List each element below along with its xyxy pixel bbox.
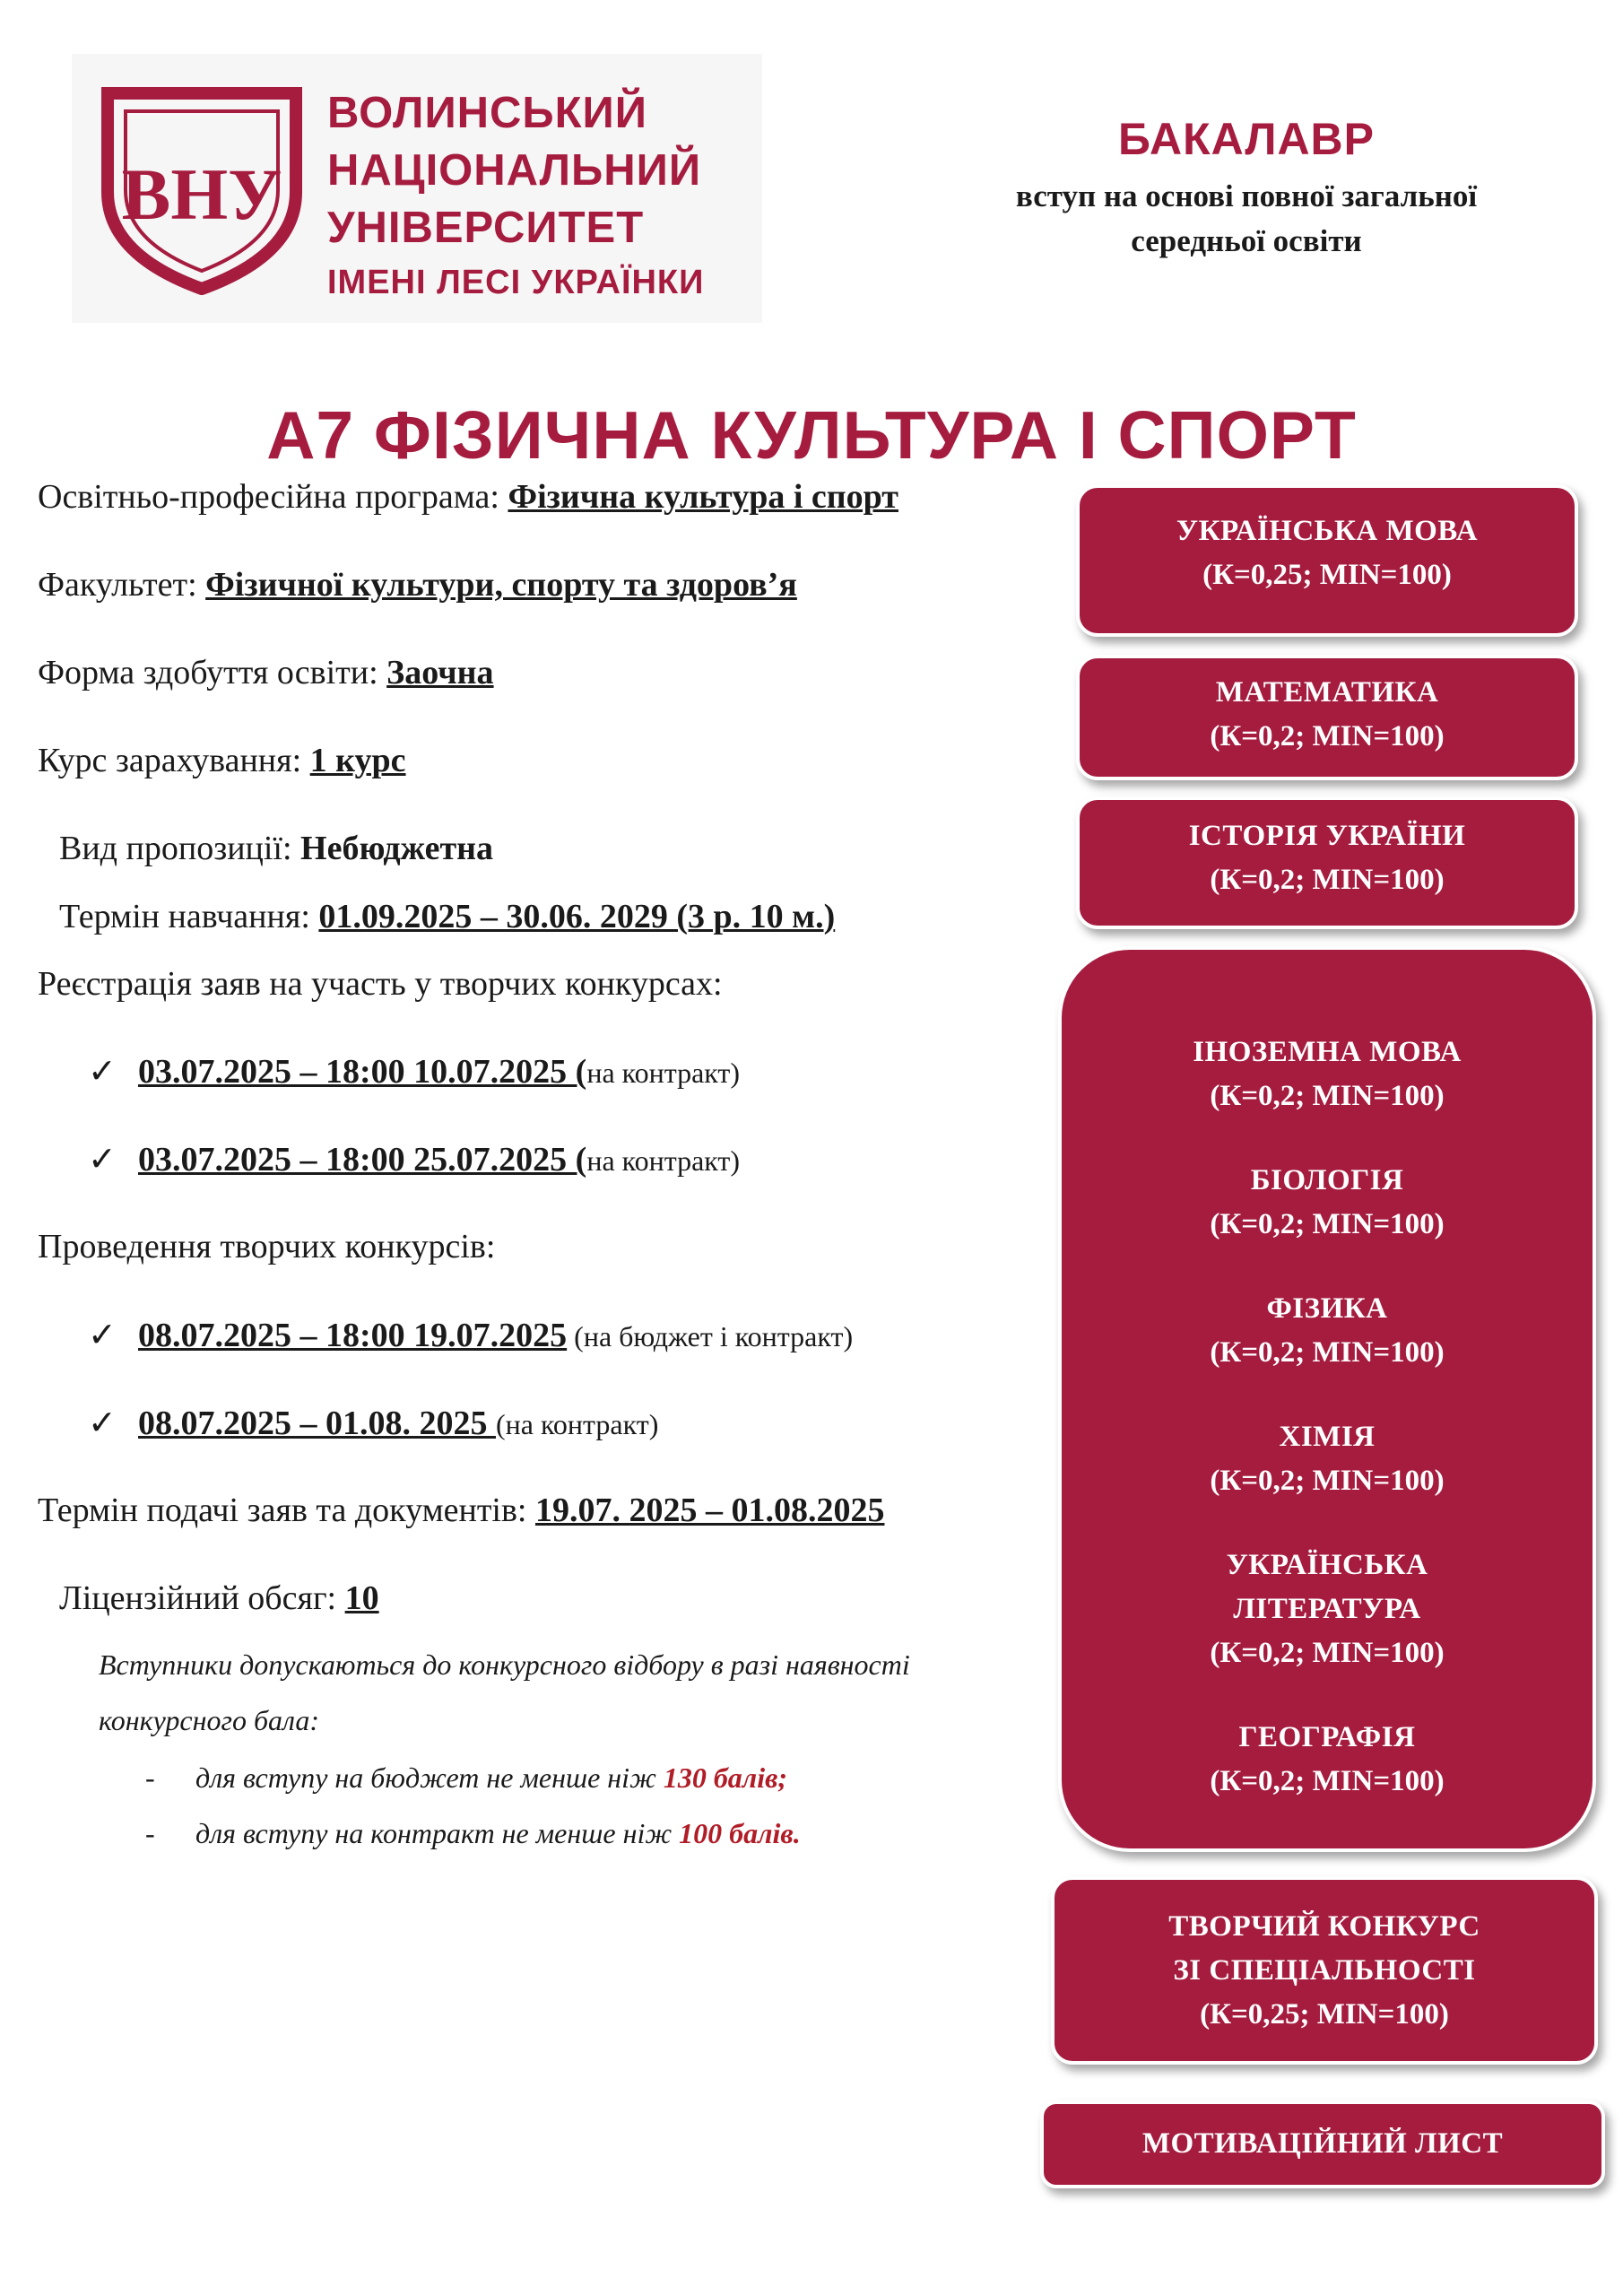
subject-biology bbox=[1062, 1159, 1593, 1247]
logo-line-2: НАЦІОНАЛЬНИЙ bbox=[327, 146, 702, 195]
degree-subtitle-1: вступ на основі повної загальної bbox=[1015, 178, 1478, 213]
degree-title: БАКАЛАВР bbox=[1117, 114, 1376, 164]
checkmark-icon: ✓ bbox=[88, 1053, 117, 1091]
registration-date-2-note: на контракт) bbox=[586, 1144, 741, 1177]
subject-coefficient: (К=0,2; MIN=100) bbox=[1210, 720, 1445, 752]
registration-date-1-note: на контракт) bbox=[586, 1057, 741, 1089]
form-value: Заочна bbox=[386, 654, 494, 691]
course-label: Курс зарахування: bbox=[38, 742, 310, 779]
contract-threshold bbox=[195, 1817, 801, 1850]
subject-ukrainian-literature bbox=[1062, 1544, 1593, 1675]
registration-date-2 bbox=[88, 1139, 740, 1179]
license-value: 10 bbox=[344, 1579, 379, 1617]
logo-line-4: ІМЕНІ ЛЕСІ УКРАЇНКИ bbox=[327, 264, 705, 301]
program-row bbox=[38, 477, 898, 517]
subject-history-ukraine bbox=[1076, 796, 1578, 929]
subject-name: ІСТОРІЯ УКРАЇНИ bbox=[1188, 820, 1466, 852]
offer-label: Вид пропозиції: bbox=[59, 830, 301, 867]
subject-name: ГЕОГРАФІЯ bbox=[1238, 1721, 1416, 1753]
submission-row bbox=[38, 1491, 885, 1530]
subject-coefficient: (К=0,2; MIN=100) bbox=[1210, 1336, 1445, 1369]
subject-coefficient: (К=0,25; MIN=100) bbox=[1200, 1998, 1449, 2031]
motivation-letter bbox=[1040, 2100, 1605, 2188]
degree-header bbox=[933, 113, 1560, 264]
creative-contest-line-2: ЗІ СПЕЦІАЛЬНОСТІ bbox=[1173, 1954, 1476, 1987]
subject-coefficient: (К=0,2; MIN=100) bbox=[1210, 864, 1445, 896]
subject-physics bbox=[1062, 1287, 1593, 1375]
contract-threshold-text: для вступу на контракт не менше ніж bbox=[195, 1817, 680, 1849]
specialty-title: А7 ФІЗИЧНА КУЛЬТУРА І СПОРТ bbox=[266, 397, 1357, 473]
subject-name: ХІМІЯ bbox=[1279, 1421, 1376, 1453]
subject-name-line-2: ЛІТЕРАТУРА bbox=[1233, 1593, 1421, 1625]
subject-name: МАТЕМАТИКА bbox=[1215, 676, 1439, 709]
subject-name: УКРАЇНСЬКА МОВА bbox=[1176, 515, 1479, 547]
subject-coefficient: (К=0,2; MIN=100) bbox=[1210, 1208, 1445, 1240]
elective-subjects-group bbox=[1058, 946, 1596, 1852]
course-value: 1 курс bbox=[309, 742, 406, 779]
subject-geography bbox=[1062, 1716, 1593, 1804]
university-logo bbox=[72, 54, 762, 323]
subject-chemistry bbox=[1062, 1415, 1593, 1503]
logo-monogram: ВНУ bbox=[121, 153, 282, 235]
license-row bbox=[59, 1578, 379, 1618]
submission-value: 19.07. 2025 – 01.08.2025 bbox=[535, 1492, 885, 1529]
contest-date-1-value: 08.07.2025 – 18:00 19.07.2025 bbox=[138, 1317, 568, 1354]
faculty-label: Факультет: bbox=[38, 566, 206, 604]
budget-threshold-value: 130 балів; bbox=[663, 1761, 788, 1794]
term-value: 01.09.2025 – 30.06. 2029 (3 р. 10 м.) bbox=[318, 898, 836, 935]
submission-label: Термін подачі заяв та документів: bbox=[38, 1492, 535, 1529]
subject-name: УКРАЇНСЬКА bbox=[1226, 1549, 1428, 1581]
subject-name: БІОЛОГІЯ bbox=[1250, 1164, 1404, 1196]
subject-name: ІНОЗЕМНА МОВА bbox=[1193, 1036, 1462, 1068]
subject-name: ФІЗИКА bbox=[1266, 1292, 1388, 1325]
registration-date-1-value: 03.07.2025 – 18:00 10.07.2025 ( bbox=[138, 1053, 587, 1091]
contest-date-1-note: (на бюджет і контракт) bbox=[567, 1320, 854, 1352]
logo-line-1: ВОЛИНСЬКИЙ bbox=[327, 89, 647, 137]
admission-note-line-2: конкурсного бала: bbox=[99, 1704, 320, 1736]
university-crest-icon bbox=[99, 84, 305, 295]
form-row bbox=[38, 653, 494, 692]
subject-creative-contest bbox=[1051, 1876, 1598, 2065]
budget-threshold-text: для вступу на бюджет не менше ніж bbox=[195, 1761, 664, 1794]
creative-contest-line-1: ТВОРЧИЙ КОНКУРС bbox=[1168, 1910, 1480, 1943]
faculty-value: Фізичної культури, спорту та здоров’я bbox=[205, 566, 797, 604]
subject-mathematics bbox=[1076, 655, 1578, 780]
contests-label: Проведення творчих конкурсів: bbox=[38, 1228, 496, 1265]
admission-note-line-1: Вступники допускаються до конкурсного відбору в разі наявності bbox=[99, 1648, 910, 1681]
program-value: Фізична культура і спорт bbox=[508, 478, 898, 516]
faculty-row bbox=[38, 565, 797, 604]
offer-value: Небюджетна bbox=[300, 830, 494, 867]
checkmark-icon: ✓ bbox=[88, 1317, 117, 1354]
budget-threshold bbox=[195, 1761, 787, 1795]
registration-date-1 bbox=[88, 1051, 740, 1091]
term-label: Термін навчання: bbox=[59, 898, 319, 935]
course-row bbox=[38, 741, 406, 780]
license-label: Ліцензійний обсяг: bbox=[59, 1579, 345, 1617]
form-label: Форма здобуття освіти: bbox=[38, 654, 387, 691]
contest-date-2 bbox=[88, 1403, 658, 1443]
subject-coefficient: (К=0,2; MIN=100) bbox=[1210, 1637, 1445, 1669]
registration-date-2-value: 03.07.2025 – 18:00 25.07.2025 ( bbox=[138, 1141, 587, 1178]
subject-foreign-language bbox=[1062, 1031, 1593, 1118]
contest-date-1 bbox=[88, 1315, 853, 1355]
contract-threshold-value: 100 балів. bbox=[679, 1817, 801, 1849]
contest-date-2-note: (на контракт) bbox=[496, 1408, 659, 1440]
contest-date-2-value: 08.07.2025 – 01.08. 2025 bbox=[138, 1405, 496, 1442]
program-label: Освітньо-професійна програма: bbox=[38, 478, 508, 516]
subject-coefficient: (К=0,2; MIN=100) bbox=[1210, 1765, 1445, 1797]
degree-subtitle-2: середньої освіти bbox=[1131, 223, 1362, 258]
subject-coefficient: (К=0,2; MIN=100) bbox=[1210, 1080, 1445, 1112]
bullet-dash: - bbox=[145, 1761, 155, 1794]
registration-label: Реєстрація заяв на участь у творчих конкурсах: bbox=[38, 965, 723, 1003]
checkmark-icon: ✓ bbox=[88, 1405, 117, 1442]
offer-row bbox=[59, 829, 493, 868]
subject-ukrainian-language bbox=[1076, 484, 1578, 637]
checkmark-icon: ✓ bbox=[88, 1141, 117, 1178]
subject-coefficient: (К=0,25; MIN=100) bbox=[1202, 559, 1452, 591]
bullet-dash: - bbox=[145, 1817, 155, 1849]
motivation-letter-label: МОТИВАЦІЙНИЙ ЛИСТ bbox=[1141, 2127, 1504, 2160]
subject-coefficient: (К=0,2; MIN=100) bbox=[1210, 1465, 1445, 1497]
logo-line-3: УНІВЕРСИТЕТ bbox=[327, 204, 645, 252]
term-row bbox=[59, 897, 835, 936]
